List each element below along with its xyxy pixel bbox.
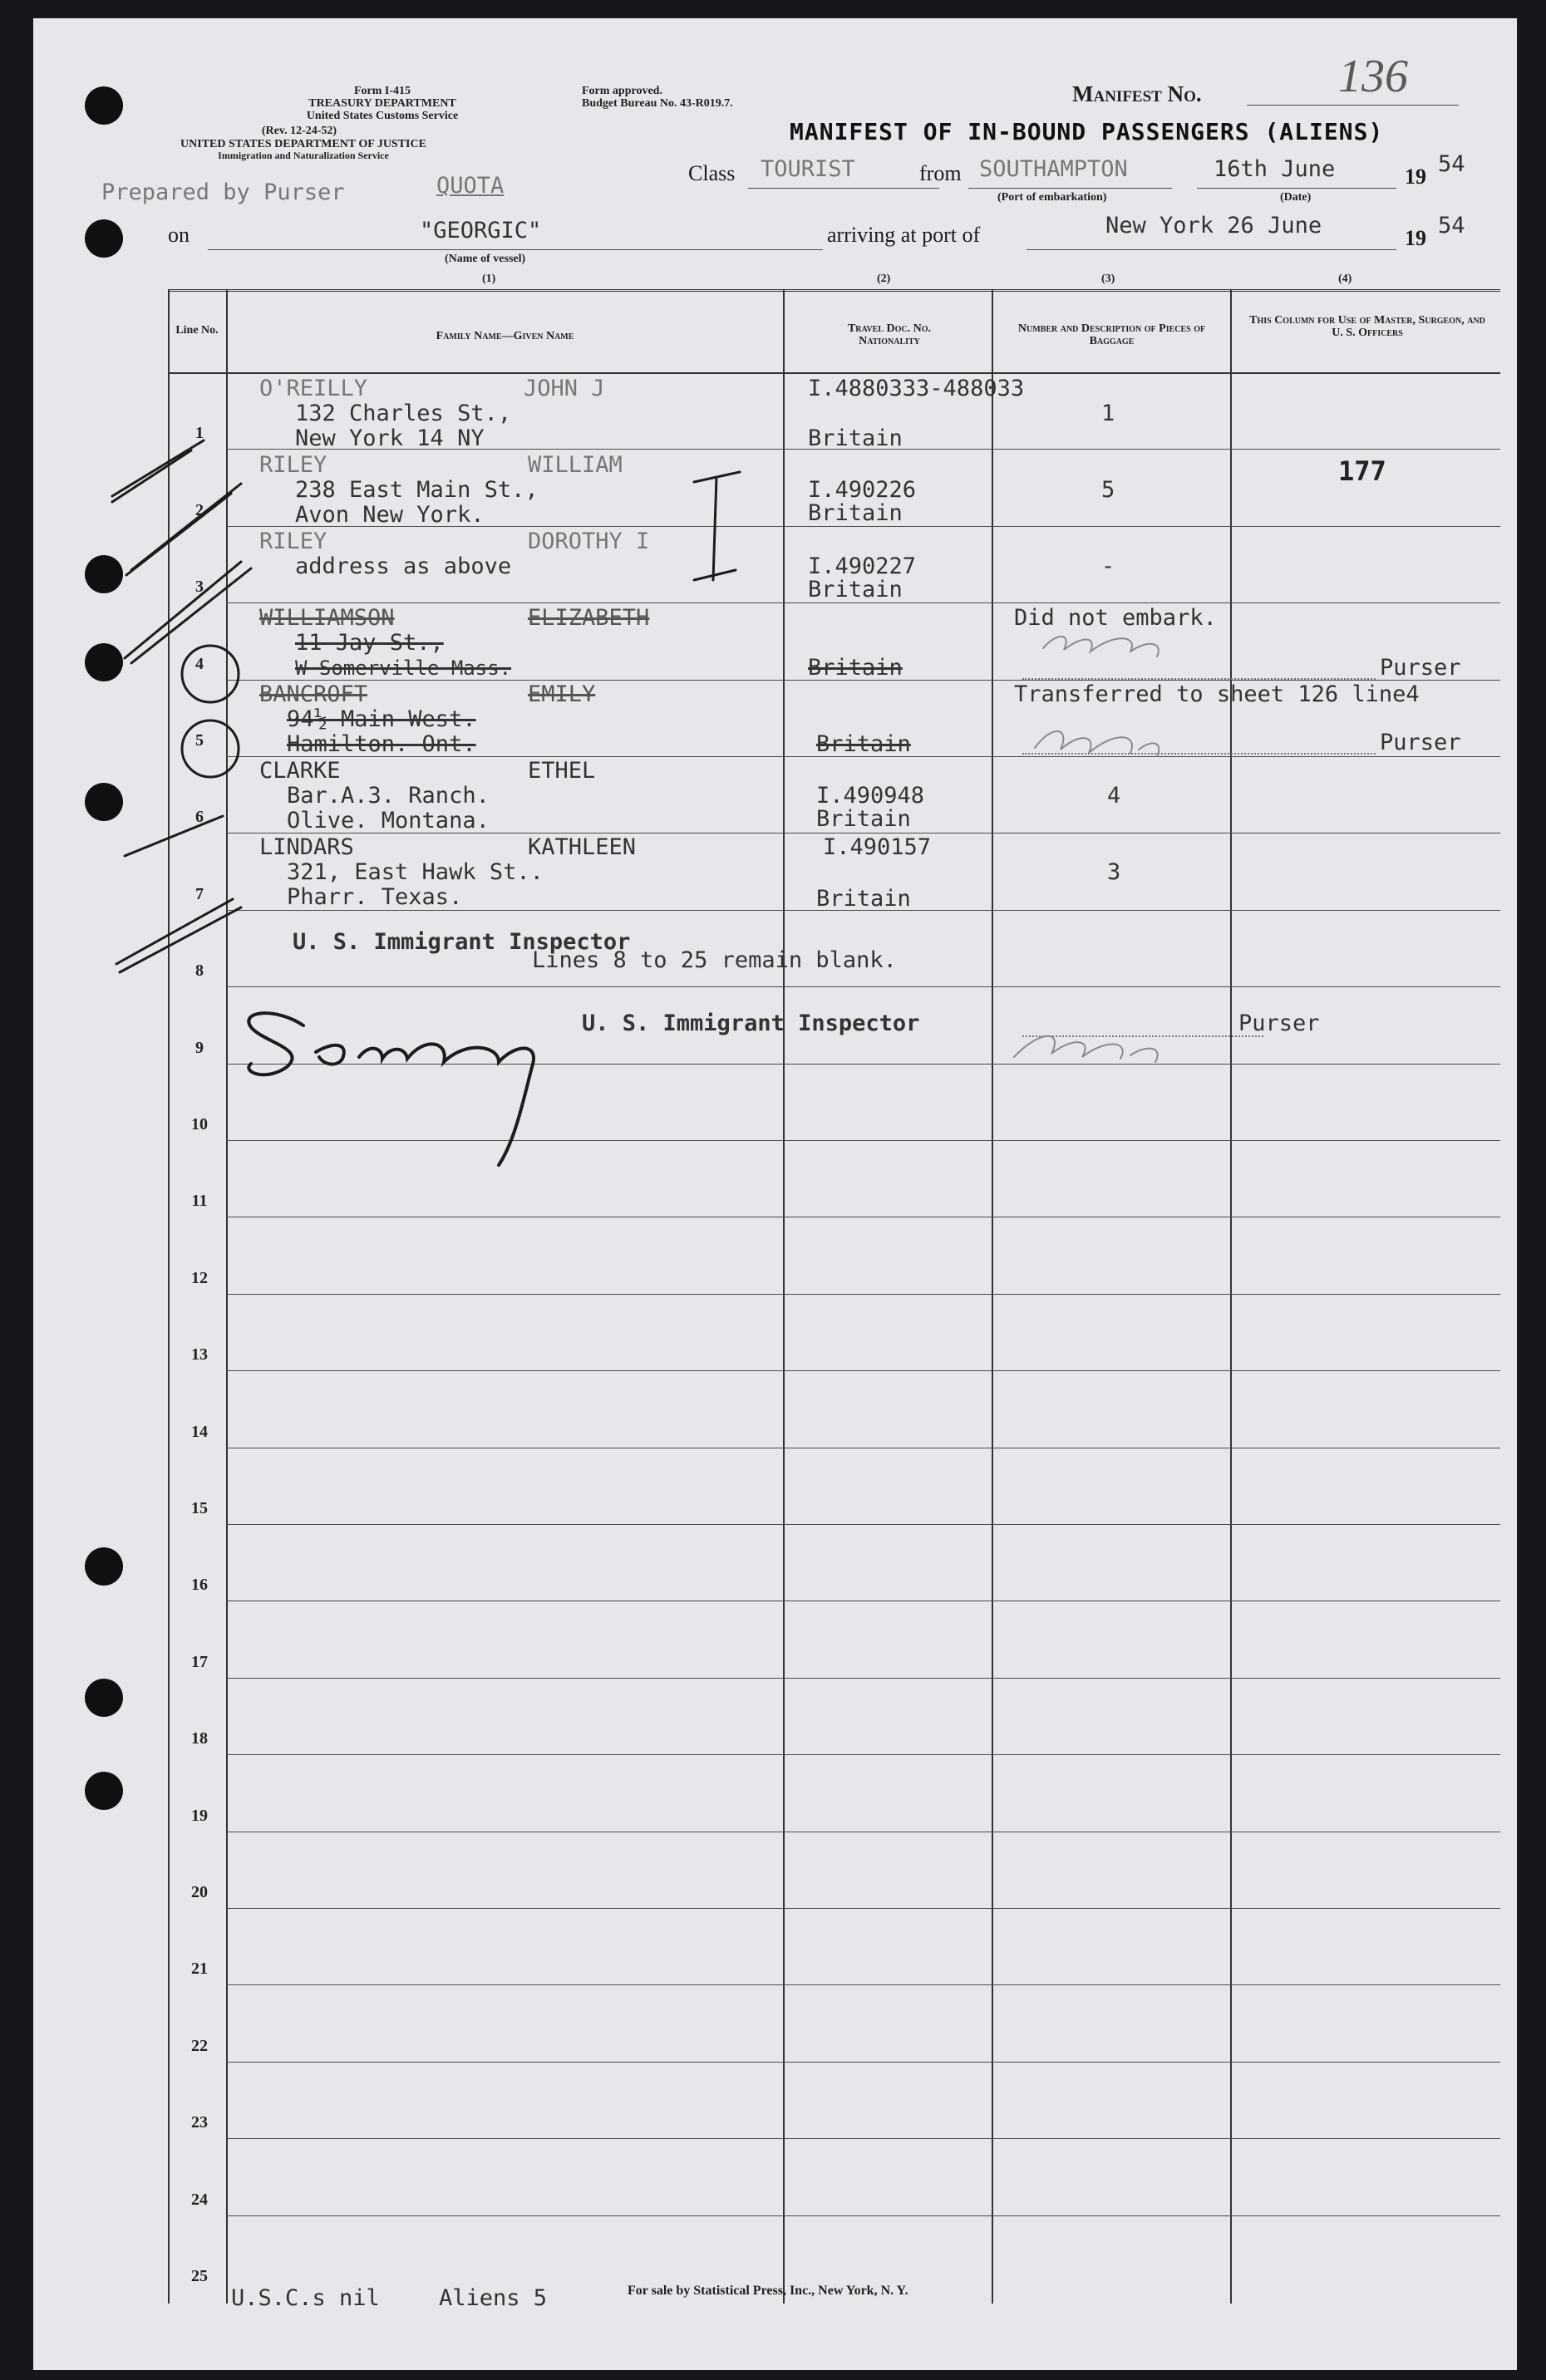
entry-4-baggage: Did not embark. (1014, 605, 1217, 631)
entry-2-doc: I.490226 (808, 477, 917, 503)
entry-4-nationality: Britain (808, 655, 903, 681)
punch-hole (85, 555, 123, 593)
line-number: 13 (191, 1345, 208, 1365)
manifest-table (168, 289, 1500, 292)
line-number: 3 (195, 578, 204, 597)
from-value: SOUTHAMPTON (979, 156, 1128, 182)
col-header-officers: This Column for Use of Master, Surgeon, and U. S. Officers (1249, 314, 1485, 339)
inspector-label-2: U. S. Immigrant Inspector (582, 1011, 920, 1036)
arrival-year-prefix: 19 (1405, 226, 1426, 250)
entry-7-baggage: 3 (1107, 859, 1121, 885)
dept-treasury: TREASURY DEPARTMENT (308, 97, 456, 110)
line-number: 14 (191, 1422, 208, 1441)
date-caption: (Date) (1280, 191, 1312, 204)
punch-hole (85, 1547, 123, 1586)
row-rule (226, 2062, 1500, 2063)
line-number: 18 (191, 1729, 208, 1748)
check-mark (112, 440, 204, 502)
entry-1-given: JOHN J (524, 376, 605, 401)
entry-1-family: O'REILLY (259, 376, 368, 401)
entry-5-baggage: Transferred to sheet 126 line4 (1014, 681, 1420, 707)
line-number: 2 (195, 500, 204, 519)
line-number: 7 (195, 884, 204, 903)
punch-hole (85, 783, 123, 821)
purser-signature (1043, 637, 1159, 656)
entry-7-family: LINDARS (259, 834, 354, 860)
entry-3-baggage: - (1101, 553, 1115, 579)
entry-7-addr1: 321, East Hawk St.. (287, 859, 544, 885)
entry-6-addr1: Bar.A.3. Ranch. (287, 783, 490, 809)
row-rule (226, 1370, 1500, 1371)
col-num-3: (3) (1101, 273, 1115, 285)
footer-aliens: Aliens 5 (439, 2285, 548, 2311)
entry-5-family: BANCROFT (259, 681, 368, 707)
budget-bureau: Budget Bureau No. 43-R019.7. (582, 97, 733, 110)
arrival-year-value: 54 (1438, 213, 1465, 238)
line-number: 20 (191, 1883, 208, 1901)
entry-5-addr2: Hamilton. Ont. (287, 731, 476, 757)
manifest-title: MANIFEST OF IN-BOUND PASSENGERS (ALIENS) (790, 118, 1384, 145)
form-number: Form I-415 (353, 85, 411, 97)
entry-3-nationality: Britain (808, 577, 903, 602)
entry-2-family: RILEY (259, 452, 327, 478)
entry-1-doc: I.4880333-488033 (808, 376, 1025, 401)
col-header-travel-doc: Travel Doc. No. Nationality (847, 322, 932, 347)
entry-4-given: ELIZABETH (528, 605, 650, 631)
entry-2-officer: 177 (1338, 455, 1386, 487)
line-number: 10 (191, 1115, 208, 1133)
footer-uscs: U.S.C.s nil (231, 2285, 380, 2311)
lines-blank-note: Lines 8 to 25 remain blank. (532, 947, 897, 973)
dept-customs: United States Customs Service (306, 110, 459, 122)
entry-3-family: RILEY (259, 529, 327, 554)
col-header-name: Family Name—Given Name (436, 330, 574, 342)
arrival-value: New York 26 June (1105, 213, 1322, 238)
entry-6-addr2: Olive. Montana. (287, 808, 490, 833)
entry-2-nationality: Britain (808, 500, 903, 526)
entry-7-addr2: Pharr. Texas. (287, 884, 463, 910)
entry-4-family: WILLIAMSON (259, 605, 395, 631)
col-num-2: (2) (877, 273, 891, 285)
line-number: 4 (195, 654, 204, 673)
year-prefix: 19 (1405, 165, 1426, 189)
vessel-caption: (Name of vessel) (445, 253, 526, 265)
dept-immigration: Immigration and Naturalization Service (218, 150, 389, 161)
entry-1-nationality: Britain (808, 425, 903, 451)
entry-5-officer: Purser (1380, 730, 1461, 755)
row-rule (226, 2215, 1500, 2216)
vessel-value: "GEORGIC" (420, 218, 542, 243)
class-label: Class (688, 161, 736, 185)
inspector-label-1: U. S. Immigrant Inspector (293, 929, 631, 955)
check-mark (126, 484, 241, 575)
date-value: 16th June (1214, 156, 1336, 182)
form-approved: Form approved. (582, 85, 662, 97)
row-rule (226, 1984, 1500, 1985)
row-rule (226, 1294, 1500, 1295)
port-caption: (Port of embarkation) (997, 191, 1107, 204)
entry-5-given: EMILY (528, 681, 596, 707)
entry-6-family: CLARKE (259, 758, 341, 784)
from-label: from (919, 161, 962, 185)
col-num-1: (1) (482, 273, 496, 285)
line-number: 15 (191, 1499, 208, 1517)
line-number: 19 (191, 1806, 208, 1825)
line-number: 23 (191, 2113, 208, 2132)
entry-1-addr1: 132 Charles St., (295, 401, 512, 426)
dept-justice: UNITED STATES DEPARTMENT OF JUSTICE (180, 138, 426, 150)
entry-1-baggage: 1 (1101, 401, 1115, 426)
line-number: 24 (191, 2190, 208, 2209)
line-number: 9 (195, 1038, 204, 1057)
punch-hole (85, 219, 123, 258)
line-number: 1 (195, 424, 204, 443)
entry-3-given: DOROTHY I (528, 529, 650, 554)
on-label: on (168, 223, 190, 247)
prepared-by: Prepared by Purser (101, 179, 345, 205)
entry-2-addr2: Avon New York. (295, 502, 485, 528)
entry-3-addr1: address as above (295, 553, 512, 579)
purser-signature (1014, 1036, 1158, 1062)
entry-6-baggage: 4 (1107, 783, 1121, 809)
year-value: 54 (1438, 151, 1465, 177)
manifest-no-label: Manifest No. (1072, 81, 1202, 106)
entry-6-nationality: Britain (816, 806, 911, 832)
punch-hole (85, 643, 123, 681)
line-number: 16 (191, 1576, 208, 1595)
manifest-sheet (33, 18, 1517, 2370)
entry-6-given: ETHEL (528, 758, 596, 784)
entry-3-doc: I.490227 (808, 553, 917, 579)
purser-label: Purser (1238, 1011, 1320, 1036)
footer-printer: For sale by Statistical Press, Inc., New York, N. Y. (628, 2284, 908, 2298)
row-rule (226, 1754, 1500, 1755)
line-number: 11 (191, 1192, 208, 1211)
form-rev: (Rev. 12-24-52) (261, 125, 337, 137)
row-rule (226, 1524, 1500, 1525)
manifest-number-handwritten: 136 (1338, 51, 1408, 102)
entry-7-doc: I.490157 (823, 834, 932, 860)
row-rule (226, 1064, 1500, 1065)
handwriting-overlay (33, 18, 1517, 2370)
entry-6-doc: I.490948 (816, 783, 925, 809)
col-header-baggage: Number and Description of Pieces of Baggage (1017, 322, 1206, 347)
col-header-line-no: Line No. (175, 324, 219, 337)
punch-hole (85, 1772, 123, 1810)
line-number: 12 (191, 1268, 208, 1287)
line-number: 6 (195, 808, 204, 827)
row-rule (226, 986, 1500, 987)
row-rule (226, 1678, 1500, 1679)
row-rule (226, 1908, 1500, 1909)
entry-2-addr1: 238 East Main St., (295, 477, 539, 503)
entry-7-nationality: Britain (816, 886, 911, 912)
line-number: 22 (191, 2036, 208, 2055)
entry-7-given: KATHLEEN (528, 834, 637, 860)
row-rule (226, 2138, 1500, 2139)
punch-hole (85, 1679, 123, 1717)
arriving-label: arriving at port of (827, 223, 981, 247)
class-value: TOURIST (761, 156, 855, 182)
quota-value: QUOTA (436, 173, 505, 199)
line-number: 21 (191, 1960, 208, 1979)
row-rule (226, 602, 1500, 603)
row-rule (226, 1140, 1500, 1141)
entry-1-addr2: New York 14 NY (295, 425, 485, 451)
punch-hole (85, 86, 123, 125)
line-number: 5 (195, 731, 204, 750)
entry-4-addr1: 11 Jay St., (295, 630, 444, 656)
entry-5-nationality: Britain (816, 731, 911, 757)
col-num-4: (4) (1338, 273, 1352, 285)
line-number: 17 (191, 1652, 208, 1671)
entry-2-given: WILLIAM (528, 452, 623, 478)
entry-5-addr1: 94½ Main West. (287, 706, 476, 732)
inspector-signature (249, 1013, 534, 1165)
line-number: 25 (191, 2267, 208, 2285)
entry-4-officer: Purser (1380, 655, 1461, 681)
line-number: 8 (195, 961, 204, 981)
entry-4-addr2: W Somerville Mass. (295, 656, 512, 680)
entry-2-baggage: 5 (1101, 477, 1115, 503)
